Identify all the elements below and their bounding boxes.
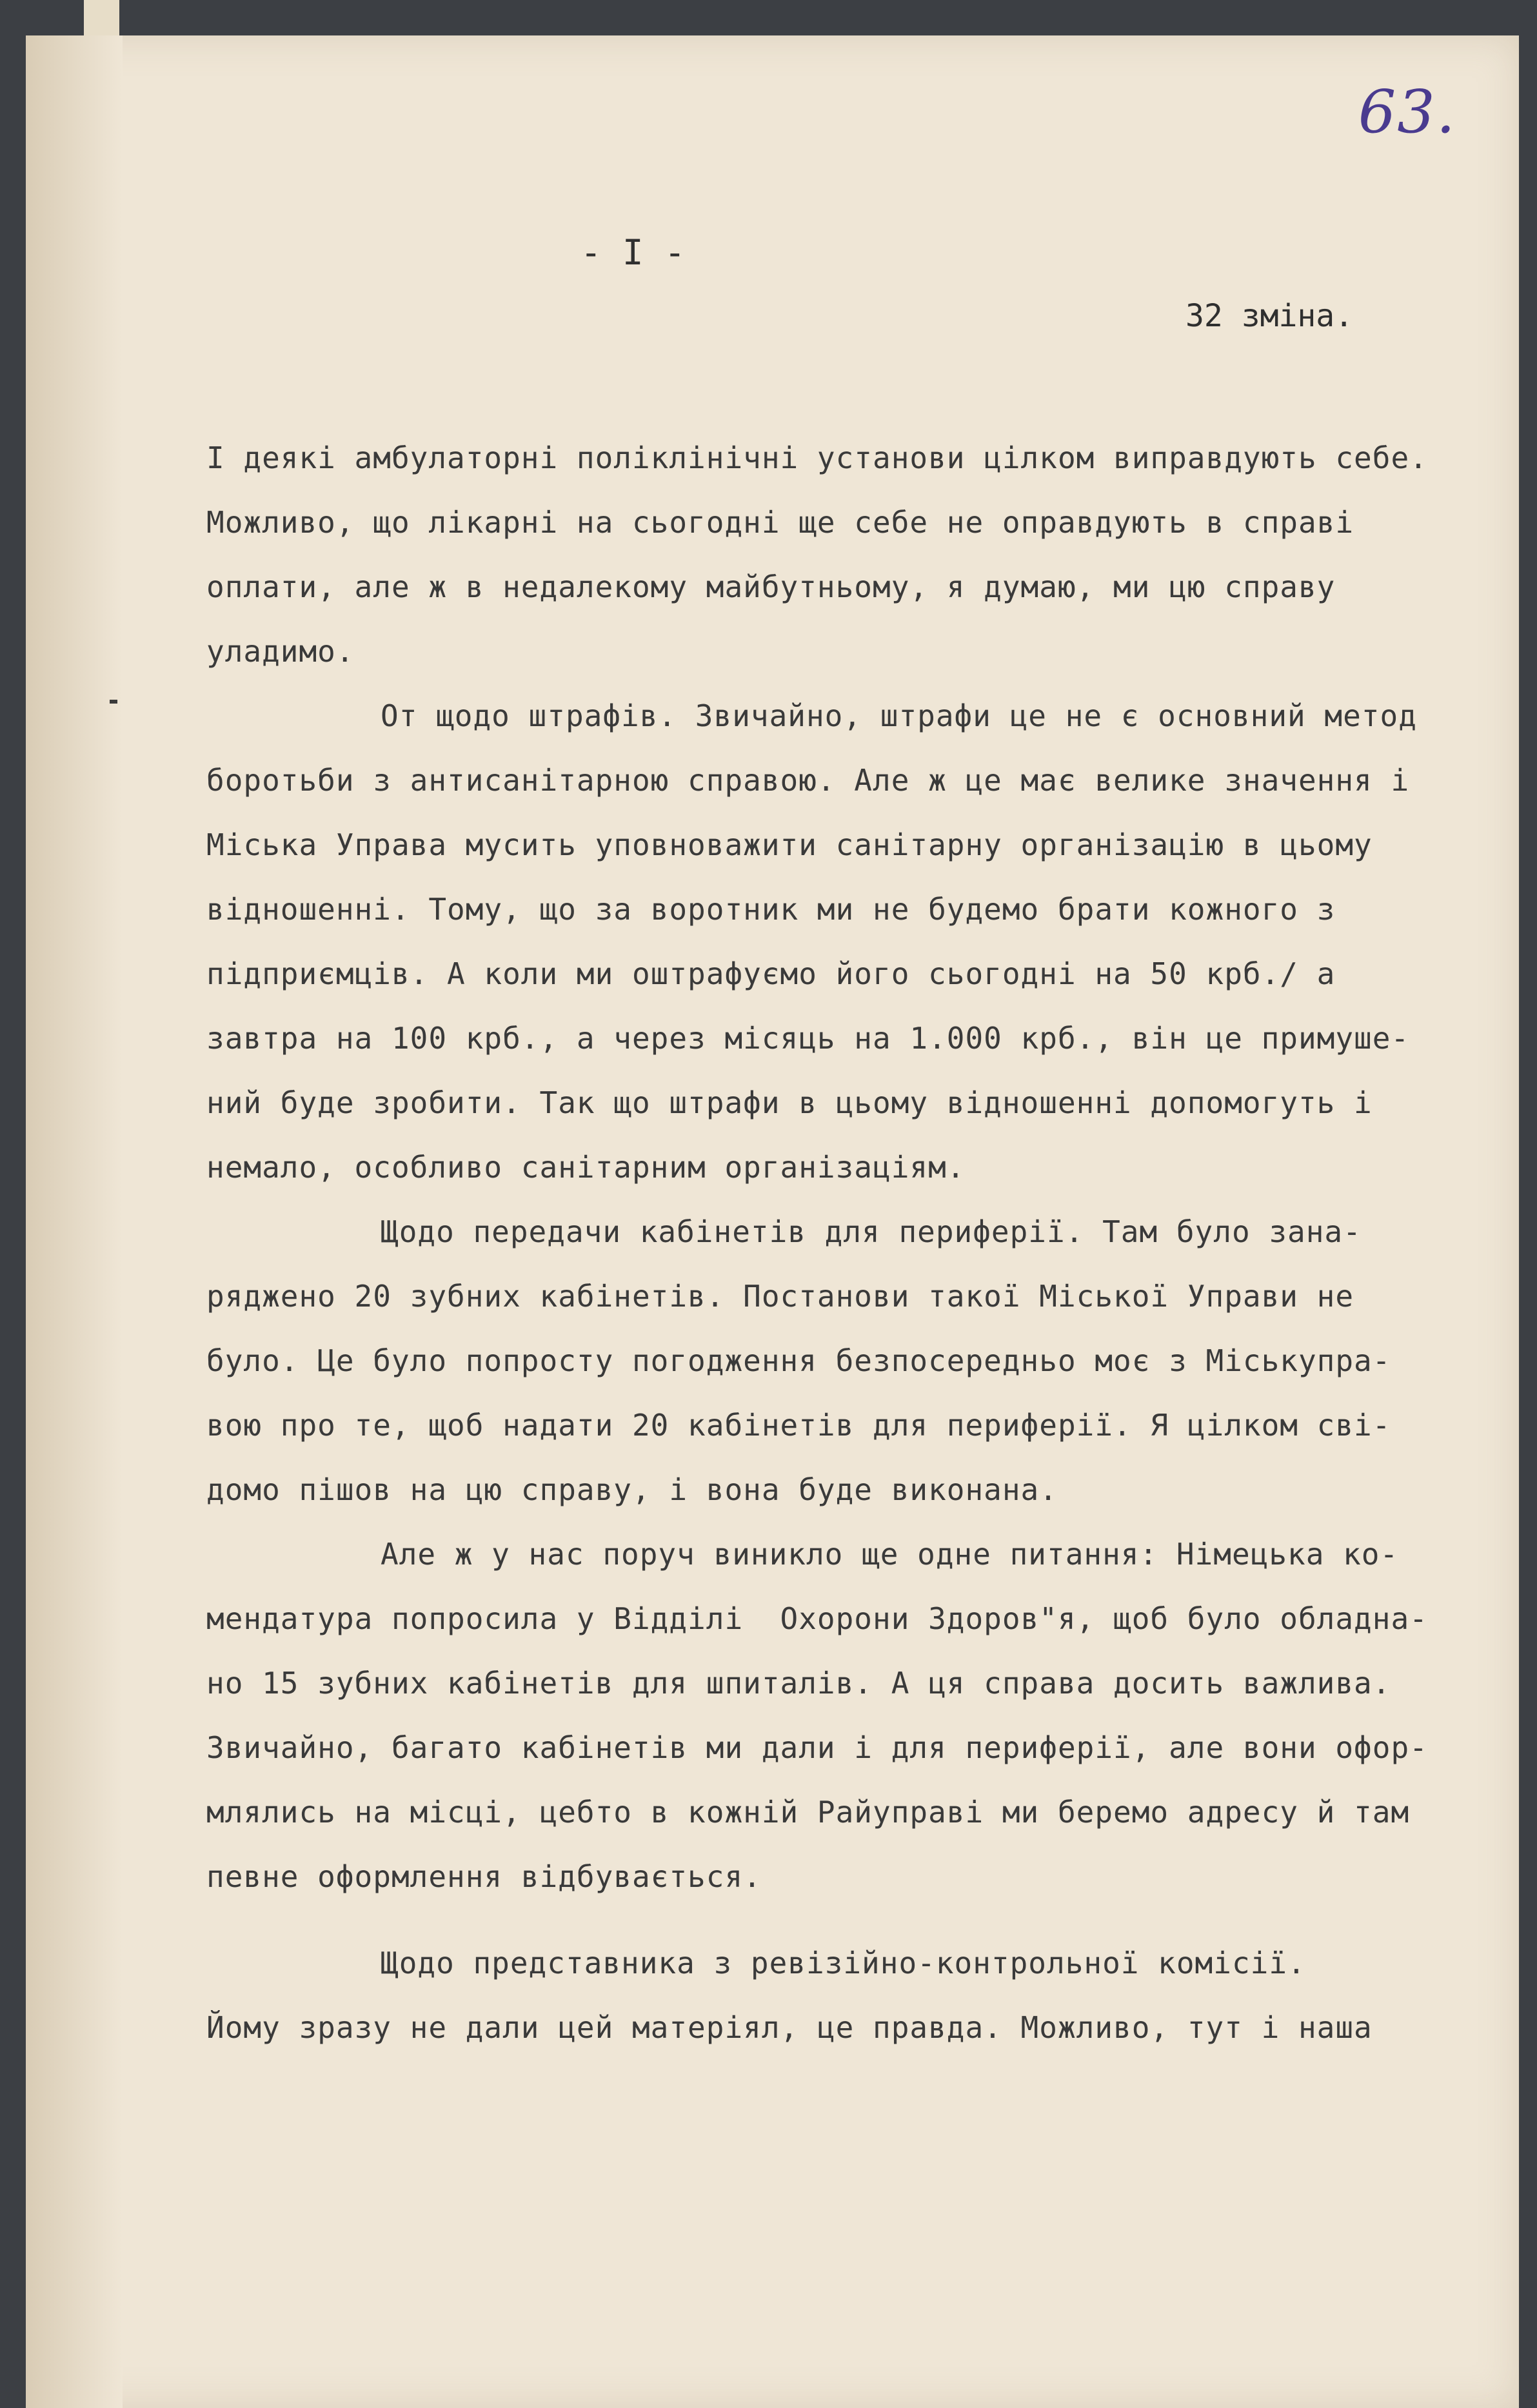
text-line: Але ж у нас поруч виникло ще одне питання: Німецька ко- [381, 1537, 1399, 1572]
text-line: відношенні. Тому, що за воротник ми не будемо брати кожного з [206, 892, 1336, 927]
text-line: Щодо передачи кабінетів для периферії. Там було зана- [381, 1214, 1362, 1249]
text-line: Міська Управа мусить уповноважити санітарну організацію в цьому [206, 827, 1373, 862]
body-text [206, 426, 1503, 2060]
text-line: Щодо представника з ревізійно-контрольної комісії. [381, 1946, 1306, 1980]
page-heading: - I - [580, 232, 686, 273]
text-line: домо пішов на цю справу, і вона буде виконана. [206, 1472, 1058, 1507]
text-line: мендатура попросила у Відділі Охорони Здоров"я, щоб було обладна- [206, 1601, 1428, 1636]
text-line: завтра на 100 крб., а через місяць на 1.000 крб., він це примуше- [206, 1021, 1410, 1056]
handwritten-page-number: 63. [1358, 77, 1456, 146]
text-line: вою про те, щоб надати 20 кабінетів для периферії. Я цілком сві- [206, 1408, 1391, 1443]
text-line: оплати, але ж в недалекому майбутньому, я думаю, ми цю справу [206, 569, 1336, 604]
text-line: певне оформлення відбувається. [206, 1859, 762, 1894]
binding-edge [26, 35, 123, 2408]
text-line: було. Це було попросту погодження безпосередньо моє з Міськупра- [206, 1343, 1391, 1378]
text-line: но 15 зубних кабінетів для шпиталів. А ця справа досить важлива. [206, 1666, 1391, 1701]
text-line: ряджено 20 зубних кабінетів. Постанови такої Міської Управи не [206, 1279, 1354, 1314]
text-line: боротьби з антисанітарною справою. Але ж це має велике значення і [206, 763, 1410, 798]
text-line: підприємців. А коли ми оштрафуємо його сьогодні на 50 крб./ а [206, 956, 1336, 991]
text-line: Звичайно, багато кабінетів ми дали і для периферії, але вони офор- [206, 1730, 1428, 1765]
margin-mark [110, 700, 117, 704]
text-line: ний буде зробити. Так що штрафи в цьому відношенні допомогуть і [206, 1085, 1373, 1120]
text-line: Йому зразу не дали цей матеріял, це правда. Можливо, тут і наша [206, 2010, 1373, 2045]
text-line: немало, особливо санітарним організаціям. [206, 1150, 966, 1185]
text-line: От щодо штрафів. Звичайно, штрафи це не є основний метод [381, 698, 1417, 733]
text-line: уладимо. [206, 634, 355, 669]
shift-note: 32 зміна. [1185, 298, 1354, 334]
folder-tab [84, 0, 119, 39]
text-line: І деякі амбулаторні поліклінічні установи цілком виправдують себе. [206, 440, 1428, 475]
text-line: млялись на місці, цебто в кожній Райуправі ми беремо адресу й там [206, 1795, 1410, 1830]
text-line: Можливо, що лікарні на сьогодні ще себе не оправдують в справі [206, 505, 1354, 540]
